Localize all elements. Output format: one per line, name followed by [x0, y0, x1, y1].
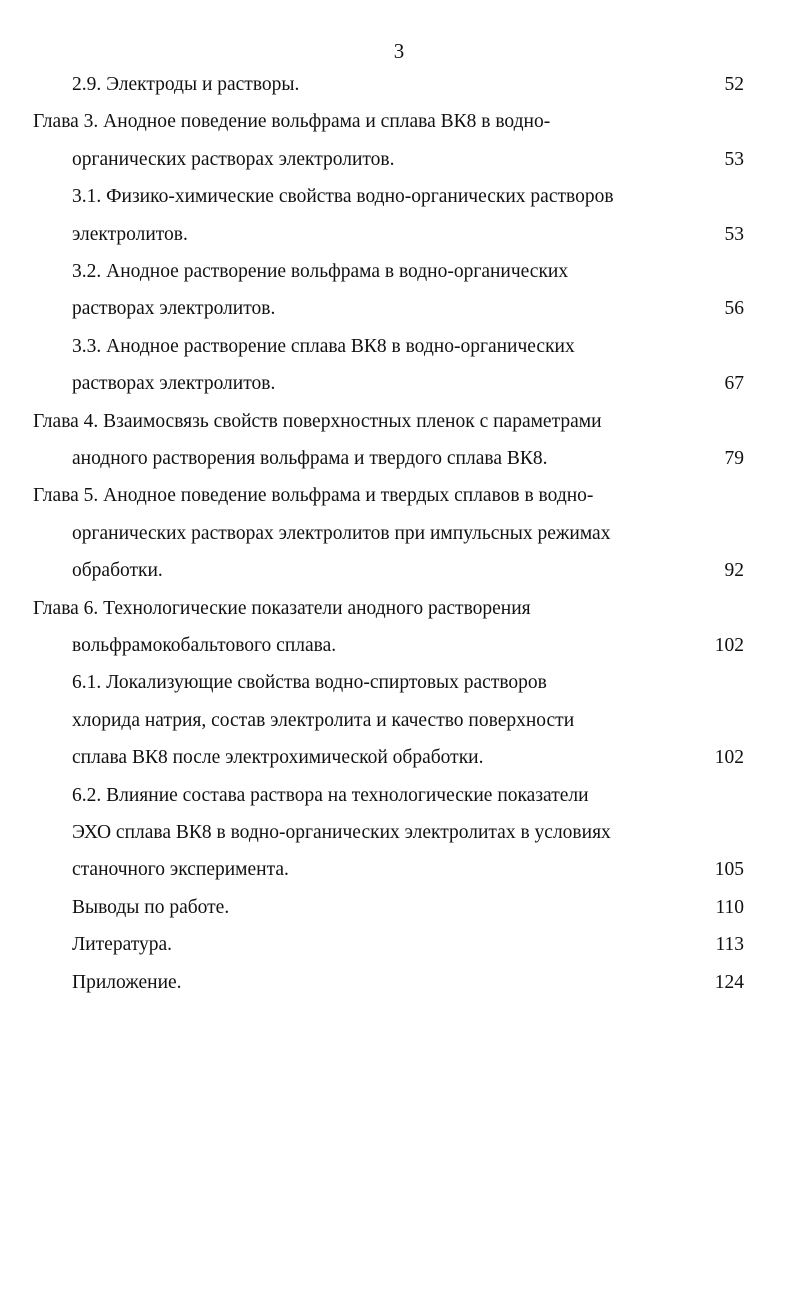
toc-entry-text: органических растворах электролитов при импульсных режимах	[72, 522, 611, 544]
toc-entry	[0, 702, 798, 739]
toc-entry	[0, 216, 798, 253]
toc-entry	[0, 777, 798, 814]
toc-entry	[0, 664, 798, 701]
toc-entry	[0, 477, 798, 514]
toc-entry-text: 6.2. Влияние состава раствора на технологические показатели	[72, 784, 589, 806]
toc-entry-text: Глава 6. Технологические показатели анодного растворения	[33, 597, 531, 619]
toc-entry-text: 3.2. Анодное растворение вольфрама в водно-органических	[72, 261, 569, 282]
toc-entry-text: Глава 4. Взаимосвязь свойств поверхностных пленок с параметрами	[33, 410, 602, 432]
toc-entry	[0, 103, 798, 140]
toc-entry-page: 52	[724, 74, 744, 95]
toc-entry-page: 92	[724, 560, 744, 582]
toc-entry-page: 102	[714, 747, 744, 769]
toc-entry-page: 79	[724, 448, 744, 469]
toc-entry	[0, 590, 798, 627]
toc-entry	[0, 964, 798, 1001]
toc-entry	[0, 889, 798, 926]
toc-entry-text: Литература.	[72, 934, 173, 956]
toc-entry-text: Выводы по работе.	[72, 896, 230, 918]
toc-entry-text: Глава 3. Анодное поведение вольфрама и сплава ВК8 в водно-	[33, 111, 551, 133]
toc-entry	[0, 328, 798, 365]
toc-entry-text: анодного растворения вольфрама и твердого сплава ВК8.	[72, 448, 548, 469]
toc-entry-text: 6.1. Локализующие свойства водно-спиртовых растворов	[72, 672, 547, 694]
toc-entry-page: 67	[724, 373, 744, 395]
toc-entry-text: электролитов.	[72, 223, 188, 245]
toc-entry-page: 113	[715, 934, 744, 956]
toc-entry-page: 53	[724, 223, 744, 245]
toc-entry-text: станочного эксперимента.	[72, 859, 289, 881]
toc-entry	[0, 440, 798, 477]
toc-entry-text: органических растворах электролитов.	[72, 148, 395, 170]
toc-entry	[0, 141, 798, 178]
toc-entry	[0, 515, 798, 552]
toc-entry	[0, 739, 798, 776]
toc-entry-text: 3.1. Физико-химические свойства водно-органических растворов	[72, 186, 614, 208]
toc-entry-text: ЭХО сплава ВК8 в водно-органических электролитах в условиях	[72, 822, 611, 843]
toc-entry	[0, 290, 798, 327]
toc-entry	[0, 926, 798, 963]
toc-entry-page: 56	[724, 298, 744, 320]
toc-entry-text: 2.9. Электроды и растворы.	[72, 74, 300, 95]
toc-entry-text: обработки.	[72, 560, 163, 582]
toc-entry	[0, 627, 798, 664]
toc-entry-text: вольфрамокобальтового сплава.	[72, 635, 337, 656]
toc-entry	[0, 552, 798, 589]
toc-entry-text: Глава 5. Анодное поведение вольфрама и твердых сплавов в водно-	[33, 485, 594, 507]
toc-entry-page: 110	[715, 896, 744, 918]
toc-entry-text: сплава ВК8 после электрохимической обработки.	[72, 747, 484, 769]
toc-entry-text: растворах электролитов.	[72, 298, 276, 320]
toc-entry	[0, 814, 798, 851]
toc-entry-text: хлорида натрия, состав электролита и качество поверхности	[72, 709, 575, 731]
toc-entry	[0, 178, 798, 215]
toc-entry	[0, 365, 798, 402]
toc-entry-page: 105	[714, 859, 744, 881]
toc-entry	[0, 851, 798, 888]
toc-entry-page: 53	[724, 148, 744, 170]
toc-entry	[0, 66, 798, 103]
toc-entry-text: растворах электролитов.	[72, 373, 276, 395]
toc-entry-page: 102	[714, 635, 744, 656]
toc-entry-page: 124	[714, 971, 744, 993]
toc-entry	[0, 403, 798, 440]
toc-entry-text: 3.3. Анодное растворение сплава ВК8 в водно-органических	[72, 335, 575, 357]
toc-entry	[0, 253, 798, 290]
page-number: 3	[393, 39, 405, 63]
toc-entry-text: Приложение.	[72, 971, 182, 993]
